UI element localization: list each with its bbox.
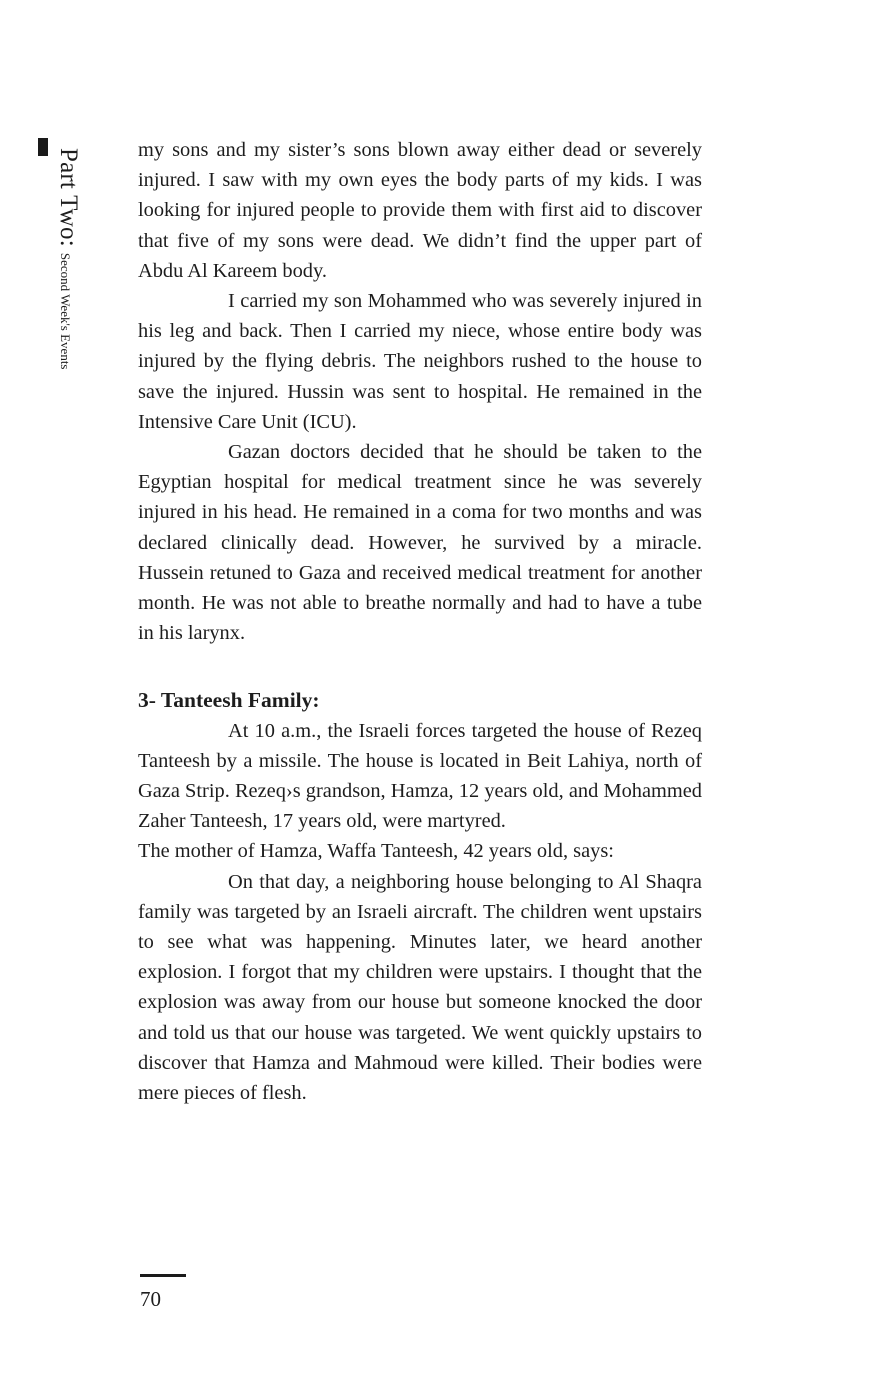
paragraph-5: The mother of Hamza, Waffa Tanteesh, 42 years old, says: [138,840,614,863]
running-head-vertical [54,148,82,438]
section-heading: 3- Tanteesh Family: [138,688,320,713]
paragraph-4: At 10 a.m., the Israeli forces targeted the house of Rezeq Tanteesh by a missile. The house is located in Beit Lahiya, north of Gaza Strip. Rezeq›s grandson, Hamza, 12 years old, and Mohammed Zaher Tanteesh, 17 years old, were martyred. [138,719,702,833]
body-text [138,135,702,1108]
running-head-section: Second Week's Events [58,252,73,370]
paragraph-3: Gazan doctors decided that he should be taken to the Egyptian hospital for medical treatment since he was severely injured in his head. He remained in a coma for two months and was declared clinically dead. However, he survived by a miracle. Hussein retuned to Gaza and received medical treatment for another month. He was not able to breathe normally and had to have a tube in his larynx. [138,441,702,645]
page-number: 70 [140,1287,161,1311]
paragraph-1: my sons and my sister’s sons blown away either dead or severely injured. I saw with my own eyes the body parts of my kids. I was looking for injured people to provide them with first aid to discover that five of my sons were dead. We didn’t find the upper part of Abdu Al Kareem body. [138,139,702,282]
side-tab-marker [38,138,48,156]
footer-rule [140,1274,186,1277]
running-head-part: Part Two: [55,148,82,247]
paragraph-6: On that day, a neighboring house belonging to Al Shaqra family was targeted by an Israeli aircraft. The children went upstairs to see what was happening. Minutes later, we heard another explosion. I forgot that my children were upstairs. I thought that the explosion was away from our house but someone knocked the door and told us that our house was targeted. We went quickly upstairs to discover that Hamza and Mahmoud were killed. Their bodies were mere pieces of flesh. [138,870,702,1105]
paragraph-2: I carried my son Mohammed who was severely injured in his leg and back. Then I carried my niece, whose entire body was injured by the flying debris. The neighbors rushed to the house to save the injured. Hussin was sent to hospital. He remained in the Intensive Care Unit (ICU). [138,290,702,433]
